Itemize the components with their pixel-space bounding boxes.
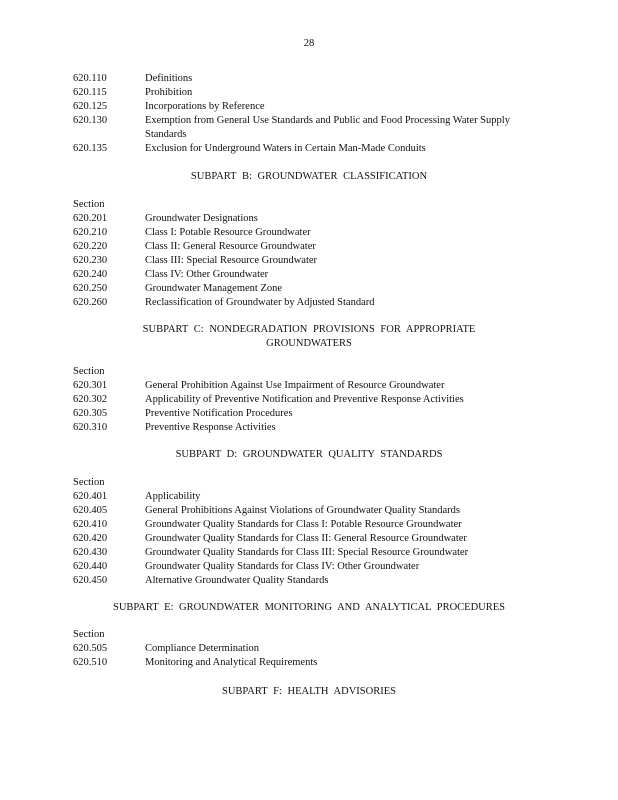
section-number: 620.450 — [73, 575, 108, 586]
section-number: 620.401 — [73, 491, 108, 502]
list-item — [73, 379, 543, 393]
section-title: Prohibition — [145, 87, 193, 98]
section-label: Section — [73, 477, 105, 488]
subpart-c-list — [73, 365, 543, 435]
section-title: General Prohibitions Against Violations of Groundwater Quality Standards — [145, 505, 461, 516]
list-item — [73, 240, 543, 254]
section-title: Class II: General Resource Groundwater — [145, 241, 316, 252]
section-title: Groundwater Quality Standards for Class I: Potable Resource Groundwater — [145, 519, 462, 530]
section-number: 620.301 — [73, 380, 108, 391]
list-item — [73, 142, 543, 156]
section-title: Class III: Special Resource Groundwater — [145, 255, 318, 266]
section-label: Section — [73, 199, 105, 210]
list-item — [73, 72, 543, 86]
section-title: Applicability of Preventive Notification and Preventive Response Activities — [145, 394, 464, 405]
list-item — [73, 504, 543, 518]
subpart-c-heading: SUBPART C: NONDEGRADATION PROVISIONS FOR APPROPRIATE — [142, 324, 476, 335]
section-title: Preventive Response Activities — [145, 422, 276, 433]
section-number: 620.250 — [73, 283, 108, 294]
section-number: 620.210 — [73, 227, 108, 238]
section-title: Compliance Determination — [145, 643, 260, 654]
section-title: Alternative Groundwater Quality Standards — [145, 575, 329, 586]
subpart-e-list — [73, 628, 543, 670]
section-number: 620.310 — [73, 422, 108, 433]
list-item — [73, 656, 543, 670]
section-number: 620.201 — [73, 213, 108, 224]
section-number: 620.405 — [73, 505, 108, 516]
section-number: 620.115 — [73, 87, 107, 98]
section-title: Groundwater Quality Standards for Class IV: Other Groundwater — [145, 561, 420, 572]
section-number: 620.305 — [73, 408, 108, 419]
subpart-d-list — [73, 476, 543, 588]
list-item — [73, 642, 543, 656]
list-item — [73, 114, 543, 142]
section-label: Section — [73, 366, 105, 377]
section-number: 620.410 — [73, 519, 108, 530]
section-number: 620.260 — [73, 297, 108, 308]
intro-list — [73, 72, 543, 156]
section-title: Incorporations by Reference — [145, 101, 265, 112]
section-title: Reclassification of Groundwater by Adjusted Standard — [145, 297, 375, 308]
section-title: Groundwater Designations — [145, 213, 258, 224]
subpart-e-heading: SUBPART E: GROUNDWATER MONITORING AND ANALYTICAL PROCEDURES — [112, 602, 506, 613]
list-item — [73, 532, 543, 546]
list-item — [73, 282, 543, 296]
section-title: Applicability — [145, 491, 201, 502]
section-title: Exclusion for Underground Waters in Certain Man-Made Conduits — [145, 143, 426, 154]
list-item — [73, 407, 543, 421]
section-title: Exemption from General Use Standards and Public and Food Processing Water Supply Standards — [145, 115, 510, 140]
list-item — [73, 421, 543, 435]
subpart-d-heading: SUBPART D: GROUNDWATER QUALITY STANDARDS — [175, 449, 443, 460]
list-item — [73, 296, 543, 310]
section-title: Monitoring and Analytical Requirements — [145, 657, 318, 668]
section-number: 620.505 — [73, 643, 108, 654]
subpart-b-list — [73, 198, 543, 310]
list-item — [73, 393, 543, 407]
list-item — [73, 254, 543, 268]
section-number: 620.230 — [73, 255, 108, 266]
subpart-c-heading-cont: GROUNDWATERS — [266, 338, 352, 349]
section-title: Definitions — [145, 73, 193, 84]
section-title: Groundwater Quality Standards for Class III: Special Resource Groundwater — [145, 547, 469, 558]
list-item — [73, 546, 543, 560]
section-title: Groundwater Management Zone — [145, 283, 283, 294]
section-number: 620.420 — [73, 533, 108, 544]
list-item — [73, 100, 543, 114]
subpart-b-heading: SUBPART B: GROUNDWATER CLASSIFICATION — [190, 171, 428, 182]
section-title: Class IV: Other Groundwater — [145, 269, 269, 280]
list-item — [73, 226, 543, 240]
section-number: 620.125 — [73, 101, 108, 112]
list-item — [73, 490, 543, 504]
section-title: General Prohibition Against Use Impairment of Resource Groundwater — [145, 380, 445, 391]
section-label: Section — [73, 629, 105, 640]
list-item — [73, 518, 543, 532]
section-number: 620.510 — [73, 657, 108, 668]
section-number: 620.220 — [73, 241, 108, 252]
section-number: 620.110 — [73, 73, 107, 84]
page-number: 28 — [303, 38, 315, 49]
section-number: 620.440 — [73, 561, 108, 572]
section-number: 620.430 — [73, 547, 108, 558]
list-item — [73, 86, 543, 100]
section-title: Groundwater Quality Standards for Class II: General Resource Groundwater — [145, 533, 467, 544]
section-number: 620.130 — [73, 115, 108, 126]
section-number: 620.302 — [73, 394, 108, 405]
list-item — [73, 574, 543, 588]
list-item — [73, 560, 543, 574]
section-number: 620.135 — [73, 143, 108, 154]
section-number: 620.240 — [73, 269, 108, 280]
list-item — [73, 268, 543, 282]
section-title: Class I: Potable Resource Groundwater — [145, 227, 311, 238]
subpart-f-heading: SUBPART F: HEALTH ADVISORIES — [222, 686, 396, 697]
list-item — [73, 212, 543, 226]
section-title: Preventive Notification Procedures — [145, 408, 293, 419]
